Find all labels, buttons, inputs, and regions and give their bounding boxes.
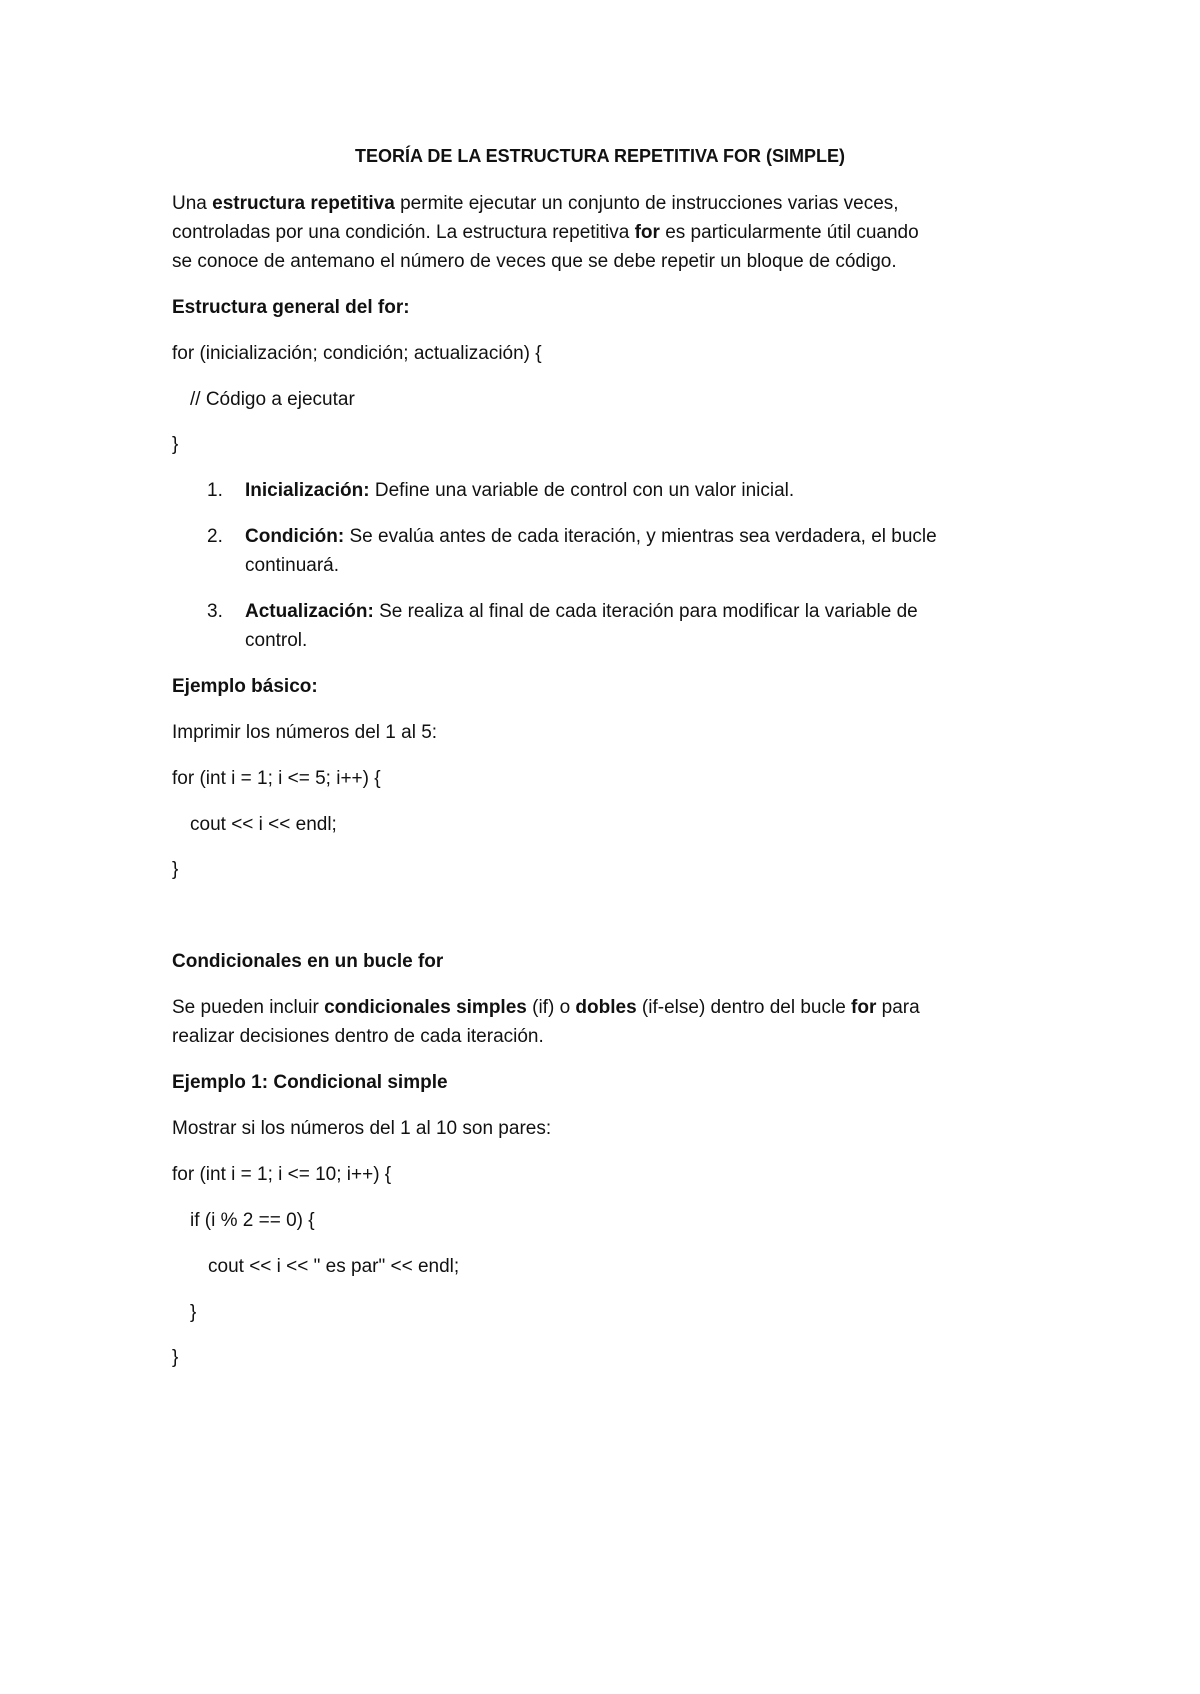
example-description: Mostrar si los números del 1 al 10 son pares: (172, 1118, 552, 1139)
list-item-condicion: Condición: Se evalúa antes de cada iteración, y mientras sea verdadera, el bucle (245, 526, 937, 547)
list-number: 3. (207, 601, 223, 622)
document-title: TEORÍA DE LA ESTRUCTURA REPETITIVA FOR (SIMPLE) (355, 146, 845, 166)
section-heading-example-basic: Ejemplo básico: (172, 676, 318, 697)
code-line: // Código a ejecutar (190, 389, 355, 410)
term-for: for (634, 222, 660, 243)
conditionals-line-1: Se pueden incluir condicionales simples (if) o dobles (if-else) dentro del bucle for para (172, 997, 920, 1018)
code-line: for (int i = 1; i <= 5; i++) { (172, 768, 381, 789)
code-line: } (172, 434, 179, 455)
conditionals-line-2: realizar decisiones dentro de cada iteración. (172, 1026, 544, 1047)
list-item-actualizacion: Actualización: Se realiza al final de cada iteración para modificar la variable de (245, 601, 918, 622)
code-line: cout << i << endl; (190, 814, 337, 835)
code-line: } (172, 1347, 179, 1368)
list-number: 1. (207, 480, 223, 501)
intro-line-3: se conoce de antemano el número de veces que se debe repetir un bloque de código. (172, 251, 897, 272)
code-line: } (172, 859, 179, 880)
code-line: cout << i << " es par" << endl; (208, 1256, 460, 1277)
term-estructura-repetitiva: estructura repetitiva (212, 193, 395, 214)
code-line: } (190, 1302, 197, 1323)
intro-line-2: controladas por una condición. La estructura repetitiva for es particularmente útil cuando (172, 222, 919, 243)
section-heading-conditionals: Condicionales en un bucle for (172, 951, 444, 972)
section-heading-example-1: Ejemplo 1: Condicional simple (172, 1072, 448, 1093)
code-line: for (inicialización; condición; actualización) { (172, 343, 542, 364)
example-description: Imprimir los números del 1 al 5: (172, 722, 438, 743)
list-item-continuation: continuará. (245, 555, 340, 576)
intro-line-1: Una estructura repetitiva permite ejecutar un conjunto de instrucciones varias veces, (172, 193, 899, 214)
code-line: for (int i = 1; i <= 10; i++) { (172, 1164, 392, 1185)
list-item-inicializacion: Inicialización: Define una variable de control con un valor inicial. (245, 480, 795, 501)
code-line: if (i % 2 == 0) { (190, 1210, 315, 1231)
list-item-continuation: control. (245, 630, 308, 651)
list-number: 2. (207, 526, 223, 547)
section-heading-general: Estructura general del for: (172, 297, 410, 318)
